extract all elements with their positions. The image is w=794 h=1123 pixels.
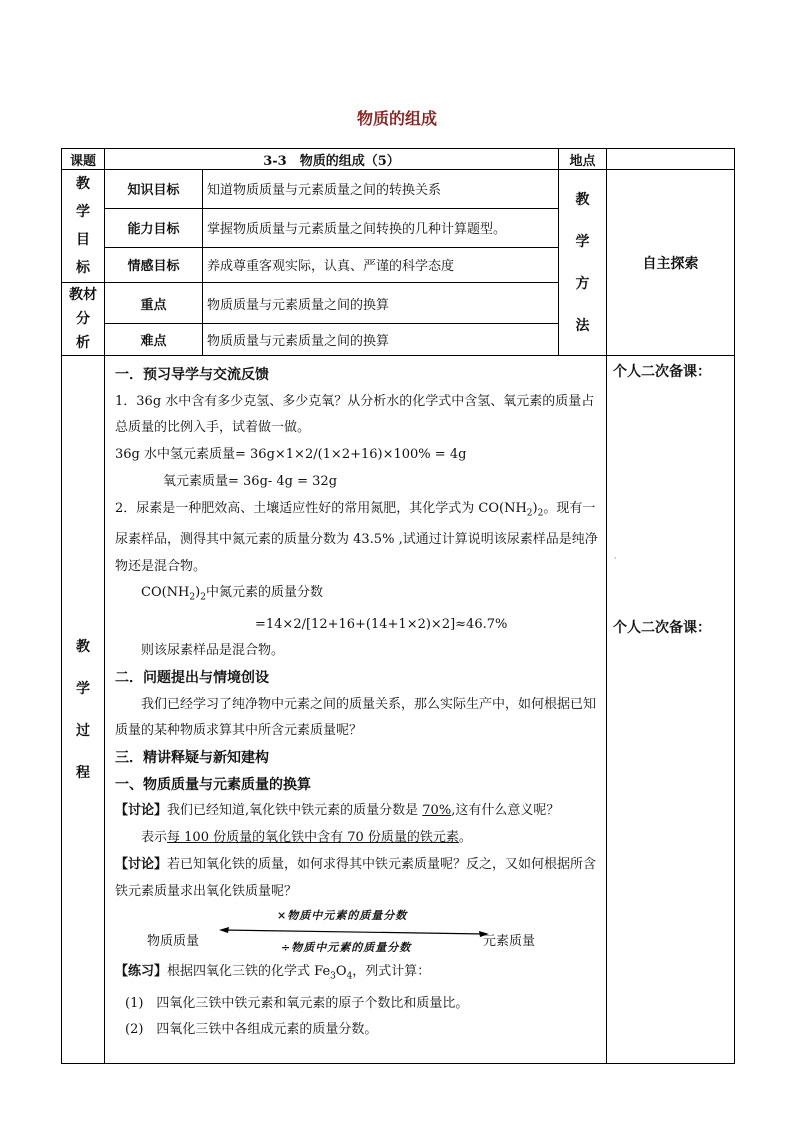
method-label-char: 方 (575, 275, 590, 292)
answer-1-line-2: 氧元素质量= 36g- 4g = 32g (163, 473, 338, 489)
diagram-right-label: 元素质量 (483, 934, 536, 950)
discussion-2: 【讨论】若已知氧化铁的质量，如何求得其中铁元素质量呢？反之，又如何根据所含铁元素质量求出氧化铁质量呢？ (115, 856, 597, 899)
answer-2-line-3: 则该尿素样品是混合物。 (141, 643, 285, 659)
notes-column (607, 356, 735, 1064)
method-label-char: 学 (575, 233, 590, 250)
discussion-1: 【讨论】我们已经知道,氧化铁中铁元素的质量分数是 70%,这有什么意义呢？ (115, 803, 560, 819)
subsection-1-title: 一、物质质量与元素质量的换算 (115, 776, 311, 793)
page-title: 物质的组成 (356, 109, 437, 128)
personal-notes-2: 个人二次备课： (613, 620, 712, 636)
key-point-label: 重点 (105, 283, 203, 324)
exercise-item-1: (1) 四氧化三铁中铁元素和氧元素的原子个数比和质量比。 (125, 995, 469, 1011)
location-value (607, 149, 735, 170)
goals-label (62, 170, 105, 283)
discussion-1-answer: 表示每 100 份质量的氧化铁中含有 70 份质量的铁元素。 (141, 830, 472, 846)
goals-label-char: 标 (76, 260, 90, 276)
analysis-label-char: 析 (76, 335, 90, 351)
exercise: 【练习】根据四氧化三铁的化学式 $Fe_3O_4$，列式计算： (115, 964, 431, 982)
goal-text-ability: 掌握物质质量与元素质量之间转换的几种计算题型。 (203, 208, 559, 247)
goals-label-char: 目 (76, 232, 90, 248)
question-2: 2．尿素是一种肥效高、土壤适应性好的常用氮肥，其化学式为 $CO(NH_2)_2$。现有一尿素样品，测得其中氮元素的质量分数为 43.5% ,试通过计算说明该尿素样品是纯净物还是混合物。 (115, 500, 598, 574)
personal-notes-1: 个人二次备课： (613, 364, 712, 380)
topic-label: 课题 (62, 149, 105, 170)
goal-label-knowledge: 知识目标 (105, 170, 203, 209)
section-1-title: 一．预习导学与交流反馈 (115, 367, 269, 383)
analysis-label (62, 283, 105, 356)
goal-label-ability: 能力目标 (105, 208, 203, 247)
process-content (105, 356, 607, 1064)
topic-value: 3-3 物质的组成（5） (105, 149, 559, 170)
goal-text-knowledge: 知道物质质量与元素质量之间的转换关系 (203, 170, 559, 209)
goals-label-char: 学 (76, 204, 90, 220)
exercise-item-2: (2) 四氧化三铁中各组成元素的质量分数。 (125, 1022, 378, 1038)
goal-text-emotion: 养成尊重客观实际，认真、严谨的科学态度 (203, 247, 559, 282)
method-label-char: 教 (575, 191, 590, 208)
lesson-plan-table (61, 148, 735, 1064)
method-label-char: 法 (575, 317, 590, 334)
process-label-char: 程 (76, 764, 90, 781)
section-3-title: 三．精讲释疑与新知建构 (115, 750, 269, 767)
goals-label-char: 教 (76, 176, 90, 192)
difficulty-label: 难点 (105, 324, 203, 356)
goal-label-emotion: 情感目标 (105, 247, 203, 282)
analysis-label-char: 分 (76, 311, 90, 327)
difficulty-text: 物质质量与元素质量之间的换算 (203, 324, 559, 356)
diagram-bottom-label: ÷物质中元素的质量分数 (281, 941, 412, 955)
method-value: 自主探索 (607, 170, 735, 356)
answer-2-line-2: =14×2/[12+16+(14+1×2)×2]≈46.7% (255, 616, 508, 632)
process-label-char: 教 (76, 638, 90, 655)
location-label: 地点 (559, 149, 607, 170)
conversion-diagram (115, 905, 600, 959)
analysis-label-char: 教材 (69, 287, 97, 303)
process-label (62, 356, 105, 1064)
key-point-text: 物质质量与元素质量之间的换算 (203, 283, 559, 324)
method-label (559, 170, 607, 356)
section-2-title: 二．问题提出与情境创设 (115, 669, 269, 686)
diagram-top-label: ×物质中元素的质量分数 (277, 909, 408, 923)
answer-2-line-1: $CO(NH_2)_2$中氮元素的质量分数 (141, 585, 323, 603)
diagram-left-label: 物质质量 (147, 934, 200, 950)
section-2-text: 我们已经学习了纯净物中元素之间的质量关系，那么实际生产中，如何根据已知质量的某种物质求算其中所含元素质量呢？ (115, 696, 597, 739)
question-1: 1．36g 水中含有多少克氢、多少克氧？从分析水的化学式中含氢、氧元素的质量占总质量的比例入手，试着做一做。 (115, 393, 595, 436)
answer-1-line-1: 36g 水中氢元素质量= 36g×1×2/(1×2+16)×100% = 4g (115, 447, 467, 463)
process-label-char: 学 (76, 680, 90, 697)
process-label-char: 过 (76, 722, 90, 739)
stray-dot: · (614, 554, 617, 563)
